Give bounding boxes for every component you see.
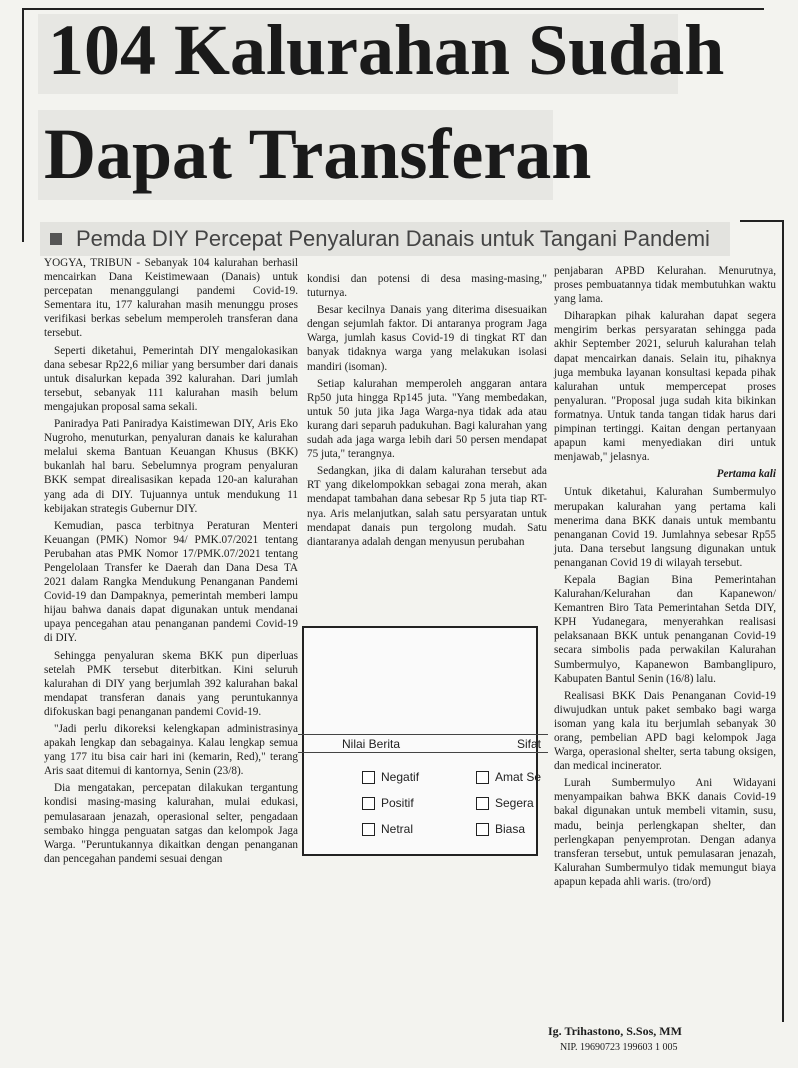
paragraph: penjabaran APBD Kelurahan. Menurutnya, proses pembuatannya tidak membutuhkan waktu yang lama. — [554, 265, 776, 306]
checkbox-positif[interactable] — [362, 796, 414, 810]
checkbox-icon — [362, 771, 375, 784]
headline-line-2: Dapat Transferan — [38, 110, 553, 200]
checkbox-icon — [476, 771, 489, 784]
paragraph: kondisi dan potensi di desa masing-masing," tuturnya. — [307, 273, 547, 300]
paragraph: Realisasi BKK Dais Penanganan Covid-19 diwujudkan untuk paket sembako bagi warga isoman yang kala itu berjumlah sebanyak 30 orang, pembelian APD bagi kelompok Jaga Warga, operasional shelter, serta tabung oksigen, dan medical incinerator. — [554, 689, 776, 773]
checkbox-netral[interactable] — [362, 822, 413, 836]
paragraph: Kemudian, pasca terbitnya Peraturan Menteri Keuangan (PMK) Nomor 94/ PMK.07/2021 tentang Perubahan atas PMK Nomor 17/PMK.07/2021 tentang Pengelolaan Transfer ke Daerah dan Dana Desa TA 2021 dalam Rangka Mendukung Penanganan Pandemi Covid-19 dan Dampaknya, pemerintah memberi lampu hijau bahwa danais dapat digunakan untuk mendanai upaya pencegahan atau penanganan pandemi Covid-19 di DIY. — [44, 519, 298, 645]
paragraph: "Jadi perlu dikoreksi kelengkapan administrasinya apakah lengkap dan sebagainya. Kalau lengkap semua yang 177 itu bisa cair hari ini (kemarin, Red)," terang Aris saat ditemui di kantornya, Senin (23/8). — [44, 723, 298, 778]
paragraph: Sedangkan, jika di dalam kalurahan tersebut ada RT yang dikelompokkan sebagai zona merah, akan mendapat tambahan dana sebesar Rp 5 juta tiap RT-nya. Aris melanjutkan, salah satu persyaratan untuk mendapat danais pun tergolong mudah. Satu diantaranya adalah dengan menyusun perubahan — [307, 465, 547, 548]
subheadline — [40, 222, 730, 256]
rating-header-nature: Sifat — [517, 737, 542, 751]
article-column-1 — [44, 256, 298, 869]
checkbox-icon — [476, 797, 489, 810]
paragraph: Dia mengatakan, percepatan dilakukan tergantung kondisi masing-masing kalurahan, mulai edukasi, pemulasaraan jenazah, operasional selter, pengadaan sembako hingga penguatan satgas dan kelompok Jaga Warga. "Peruntukannya dikaitkan dengan penanganan dan pencegahan pandemi sesuai dengan — [44, 782, 298, 865]
signature-name: Ig. Trihastono, S.Sos, MM — [548, 1024, 682, 1038]
checkbox-biasa[interactable] — [476, 822, 525, 836]
rating-header-value: Nilai Berita — [342, 737, 401, 751]
section-subhead: Pertama kali — [716, 468, 776, 481]
rating-line-top — [298, 734, 548, 735]
checkbox-label: Positif — [381, 796, 414, 810]
article-column-2 — [307, 272, 547, 552]
article-column-3 — [554, 264, 776, 892]
paragraph: Lurah Sumbermulyo Ani Widayani menyampaikan bahwa BKK danais Covid-19 bakal digunakan untuk membeli vitamin, susu, madu, beinja perlengkapan shelter, dan perlengkapan penyemprotan. Dengan adanya transferan tersebut, untuk pemulasaran jenazah, Kalurahan Sumbermulyo tidak memungut biaya apapun kepada ahli waris. (tro/ord) — [554, 777, 776, 888]
signature-nip: NIP. 19690723 199603 1 005 — [560, 1042, 678, 1053]
headline-line-1: 104 Kalurahan Sudah — [38, 14, 678, 94]
paragraph: Besar kecilnya Danais yang diterima disesuaikan dengan sejumlah faktor. Di antaranya program Jaga Warga, jumlah kasus Covid-19 di tingkat RT dan banyak tidaknya warga yang melakukan isolasi mandiri (isoman). — [307, 304, 547, 373]
subheadline-text: Pemda DIY Percepat Penyaluran Danais untuk Tangani Pandemi — [76, 226, 710, 251]
paragraph: Setiap kalurahan memperoleh anggaran antara Rp50 juta hingga Rp145 juta. "Yang membedakan, untuk 50 juta jika Jaga Warga-nya tidak ada atau kurang dari separuh padukuhan. Bagi kalurahan yang sudah ada jaga warga lebih dari 50 persen mendapat 75 juta," terangnya. — [307, 377, 547, 461]
paragraph: Kepala Bagian Bina Pemerintahan Kalurahan/Kelurahan dan Kapanewon/ Kemantren Biro Tata Pemerintahan Setda DIY, KPH Yudanegara, menyerahkan realisasi pelaksanaan BKK untuk penanganan Covid-19 secara simbolis pada perwakilan Kalurahan Sumbermulyo, Kapanewon Bambanglipuro, Kabupaten Bantul Senin (16/8) lalu. — [554, 573, 776, 685]
checkbox-icon — [476, 823, 489, 836]
paragraph: YOGYA, TRIBUN - Sebanyak 104 kalurahan berhasil mencairkan Dana Keistimewaan (Danais) untuk percepatan menanggulangi pandemi Covid-19. Sementara itu, 177 kalurahan masih menunggu proses verifikasi berkas sebelum memperoleh transferan dana tersebut. — [44, 257, 298, 340]
checkbox-icon — [362, 823, 375, 836]
checkbox-label: Biasa — [495, 822, 526, 836]
paragraph: Seperti diketahui, Pemerintah DIY mengalokasikan dana sebesar Rp22,6 miliar yang bersumber dari danais untuk disalurkan kepada 392 kalurahan. Dari jumlah tersebut, sebanyak 111 kalurahan masih belum mengajukan proposal sama sekali. — [44, 344, 298, 413]
paragraph: Sehingga penyaluran skema BKK pun diperluas setelah PMK tersebut diterbitkan. Kini seluruh kalurahan di DIY yang berjumlah 392 kalurahan bakal mendapat transferan danais yang peruntukannya difokuskan bagi penanganan pandemi Covid-19. — [44, 649, 298, 718]
checkbox-icon — [362, 797, 375, 810]
rating-line-header — [298, 752, 548, 753]
checkbox-label: Segera — [495, 796, 534, 810]
paragraph: Paniradya Pati Paniradya Kaistimewan DIY, Aris Eko Nugroho, menuturkan, penyaluran danais ke kalurahan melalui skema Bantuan Keuangan Khusus (BKK) bukanlah hal baru. Sebelumnya program penyaluran BKK sempat direalisasikan kepada 120-an kalurahan yang ada di DIY. Tujuannya untuk mendukung 11 kebijakan strategis Gubernur DIY. — [44, 418, 298, 515]
checkbox-amat-segera[interactable] — [476, 770, 541, 784]
checkbox-label: Amat Se — [495, 770, 542, 784]
bullet-square-icon — [50, 233, 62, 245]
checkbox-segera[interactable] — [476, 796, 534, 810]
paragraph: Diharapkan pihak kalurahan dapat segera mengirim berkas persyaratan sehingga pada akhir September 2021, seluruh kalurahan telah dapat mencairkan danais. Selain itu, pihaknya juga membuka layanan konsultasi kepada pihak kalurahan untuk mempercepat proses penyaluran. "Proposal juga sudah kita bikinkan formatnya. Untuk tanda tangan tidak harus dari pimpinan tertinggi. Kaitan dengan pertanyaan apapun kami menyediakan diri untuk menjawab," jelasnya. — [554, 310, 776, 464]
checkbox-label: Netral — [381, 822, 414, 836]
checkbox-negatif[interactable] — [362, 770, 419, 784]
checkbox-label: Negatif — [381, 770, 420, 784]
paragraph: Untuk diketahui, Kalurahan Sumbermulyo merupakan kalurahan yang pertama kali menerima dana BKK danais untuk membantu penanganan Covid 19. Jumlahnya sebesar Rp55 juta. Dana tersebut langsung digunakan untuk penanganan Covid 19 di wilayah tersebut. — [554, 486, 776, 569]
